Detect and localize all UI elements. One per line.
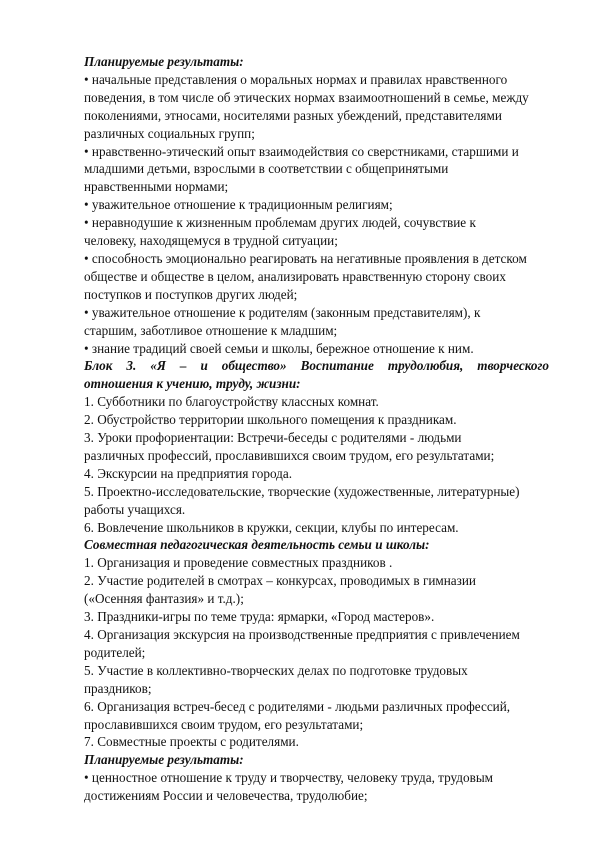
text-line: 4. Экскурсии на предприятия города. bbox=[84, 465, 293, 481]
text-line: работы учащихся. bbox=[84, 501, 186, 517]
block-3-heading bbox=[84, 357, 549, 393]
text-line: 4. Организация экскурсия на производственные предприятия с привлечением bbox=[84, 627, 520, 642]
joint-activity-heading: Совместная педагогическая деятельность семьи и школы: bbox=[84, 537, 430, 553]
text-line: различных социальных групп; bbox=[84, 125, 255, 141]
text-line: поступков и поступков других людей; bbox=[84, 286, 298, 302]
text-line: обществе и обществе в целом, анализировать нравственную сторону своих bbox=[84, 268, 506, 284]
text-line: 6. Организация встреч-бесед с родителями - людьми различных профессий, bbox=[84, 698, 511, 714]
text-line: • способность эмоционально реагировать на негативные проявления в детском bbox=[84, 250, 527, 266]
text-line: родителей; bbox=[84, 644, 146, 660]
text-line: • начальные представления о моральных нормах и правилах нравственного bbox=[84, 71, 508, 87]
heading-line: отношения к учению, труду, жизни: bbox=[84, 376, 301, 392]
text-line: («Осенняя фантазия» и т.д.); bbox=[84, 591, 244, 607]
joint-activity-list bbox=[84, 554, 549, 751]
text-line: 1. Организация и проведение совместных праздников . bbox=[84, 555, 393, 571]
heading-line: Блок 3. «Я – и общество» Воспитание трудолюбия, творческого bbox=[84, 358, 549, 374]
text-line: 1. Субботники по благоустройству классных комнат. bbox=[84, 394, 379, 410]
section-heading: Планируемые результаты: bbox=[84, 752, 244, 768]
text-line: • неравнодушие к жизненным проблемам других людей, сочувствие к bbox=[84, 215, 476, 231]
planned-results-list bbox=[84, 769, 549, 805]
planned-results-list bbox=[84, 71, 549, 358]
block-3-list bbox=[84, 393, 549, 536]
text-line: праздников; bbox=[84, 680, 152, 696]
text-line: прославившихся своим трудом, его результатами; bbox=[84, 716, 364, 732]
text-line: 2. Участие родителей в смотрах – конкурсах, проводимых в гимназии bbox=[84, 573, 476, 589]
text-line: различных профессий, прославившихся своим трудом, его результатами; bbox=[84, 447, 495, 463]
text-line: 5. Проектно-исследовательские, творческие (художественные, литературные) bbox=[84, 483, 520, 499]
text-line: поколениями, этносами, носителями разных убеждений, представителями bbox=[84, 107, 502, 123]
text-line: человеку, находящемуся в трудной ситуации; bbox=[84, 233, 338, 249]
text-line: • нравственно-этический опыт взаимодействия со сверстниками, старшими и bbox=[84, 143, 519, 159]
text-line: младшими детьми, взрослыми в соответствии с общепринятыми bbox=[84, 161, 449, 177]
text-line: старшим, заботливое отношение к младшим; bbox=[84, 322, 338, 338]
text-line: 2. Обустройство территории школьного помещения к праздникам. bbox=[84, 412, 457, 428]
text-line: нравственными нормами; bbox=[84, 179, 229, 195]
text-line: • уважительное отношение к родителям (законным представителям), к bbox=[84, 304, 481, 320]
text-line: поведения, в том числе об этических нормах взаимоотношений в семье, между bbox=[84, 89, 529, 105]
text-line: 7. Совместные проекты с родителями. bbox=[84, 734, 299, 750]
text-line: • уважительное отношение к традиционным религиям; bbox=[84, 197, 393, 213]
section-heading: Планируемые результаты: bbox=[84, 54, 244, 69]
text-line: 3. Уроки профориентации: Встречи-беседы с родителями - людьми bbox=[84, 430, 462, 446]
text-line: 6. Вовлечение школьников в кружки, секции, клубы по интересам. bbox=[84, 519, 459, 535]
document-page bbox=[84, 53, 549, 805]
text-line: достижениям России и человечества, трудолюбие; bbox=[84, 788, 368, 804]
text-line: • ценностное отношение к труду и творчеству, человеку труда, трудовым bbox=[84, 770, 494, 786]
text-line: • знание традиций своей семьи и школы, бережное отношение к ним. bbox=[84, 340, 474, 356]
text-line: 5. Участие в коллективно-творческих делах по подготовке трудовых bbox=[84, 662, 468, 678]
text-line: 3. Праздники-игры по теме труда: ярмарки, «Город мастеров». bbox=[84, 609, 435, 625]
